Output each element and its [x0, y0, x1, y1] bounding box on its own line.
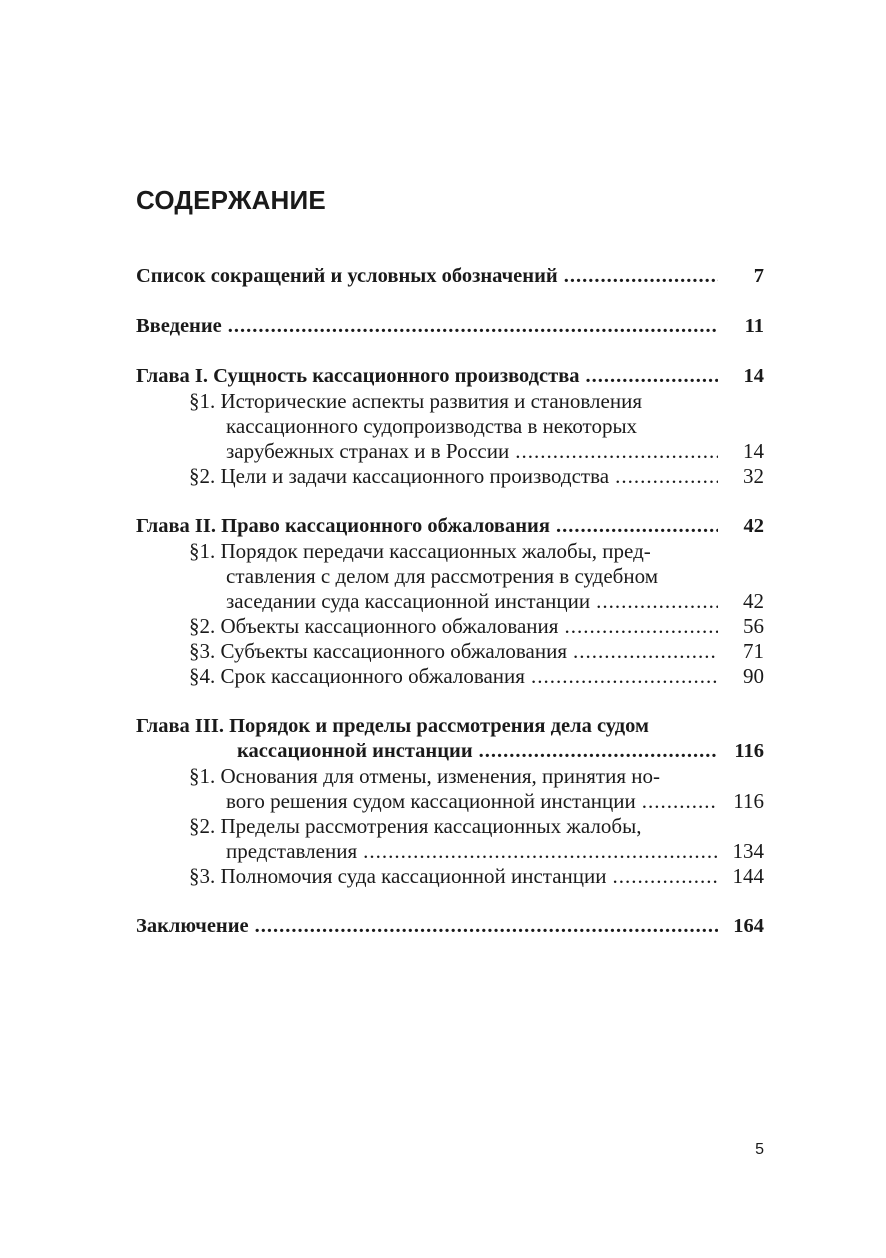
dot-leader: [586, 364, 718, 389]
toc-entry-introduction: [136, 314, 764, 339]
toc-entry-title: заседании суда кассационной инстанции: [226, 589, 591, 613]
toc-entry-title: Заключение: [136, 915, 249, 937]
dot-leader: [556, 514, 718, 539]
toc-chapter-1: [136, 364, 764, 389]
toc-entry-page: 144: [732, 864, 764, 888]
toc-entry-page: 134: [732, 839, 764, 863]
dot-leader: [642, 789, 718, 814]
toc-entry-title: вого решения судом кассационной инстанции: [226, 789, 636, 813]
dot-leader: [573, 639, 718, 664]
toc-entry-title: §4. Срок кассационного обжалования: [189, 664, 525, 688]
toc-entry-page: 164: [733, 915, 764, 937]
toc-section-2-1-line-1: §1. Порядок передачи кассационных жалобы, пред-: [189, 539, 651, 563]
toc-entry-page: 11: [744, 315, 764, 337]
toc-entry-title: §2. Цели и задачи кассационного производства: [189, 464, 610, 488]
toc-entry-page: 7: [753, 265, 764, 287]
toc-entry-title: Список сокращений и условных обозначений: [136, 265, 558, 287]
dot-leader: [564, 614, 718, 639]
toc-section-3-2-line-2: [136, 839, 764, 864]
toc-chapter-3-line-2: [136, 739, 764, 764]
toc-entry-page: 14: [743, 365, 764, 387]
toc-section-3-1-line-1: §1. Основания для отмены, изменения, принятия но-: [189, 764, 660, 788]
toc-section-1-1-line-2: кассационного судопроизводства в некоторых: [226, 414, 638, 438]
toc-entry-abbreviations: [136, 264, 764, 289]
dot-leader: [615, 464, 718, 489]
toc-entry-title: §3. Субъекты кассационного обжалования: [189, 639, 567, 663]
toc-entry-page: 116: [734, 740, 764, 762]
toc-section-3-2-line-1: §2. Пределы рассмотрения кассационных жалобы,: [189, 814, 642, 838]
dot-leader: [613, 864, 718, 889]
toc-section-2-1-line-2: ставления с делом для рассмотрения в судебном: [226, 564, 658, 588]
toc-entry-title: Введение: [136, 315, 222, 337]
toc-section-2-2: [136, 614, 764, 639]
toc-entry-title: §3. Полномочия суда кассационной инстанции: [189, 864, 607, 888]
toc-entry-page: 14: [743, 439, 764, 463]
page-number: 5: [755, 1141, 764, 1158]
toc-entry-conclusion: [136, 914, 764, 939]
toc-entry-page: 90: [743, 664, 764, 688]
toc-entry-title: кассационной инстанции: [237, 740, 473, 762]
dot-leader: [596, 589, 718, 614]
dot-leader: [255, 914, 718, 939]
toc-section-2-4: [136, 664, 764, 689]
toc-entry-page: 116: [733, 789, 764, 813]
toc-section-2-3: [136, 639, 764, 664]
toc-section-3-1-line-2: [136, 789, 764, 814]
toc-entry-title: §2. Объекты кассационного обжалования: [189, 614, 559, 638]
toc-section-1-2: [136, 464, 764, 489]
toc-entry-page: 42: [743, 515, 764, 537]
toc-entry-page: 56: [743, 614, 764, 638]
toc-entry-title: представления: [226, 839, 358, 863]
toc-section-1-1-line-3: [136, 439, 764, 464]
dot-leader: [531, 664, 718, 689]
toc-section-1-1-line-1: §1. Исторические аспекты развития и становления: [189, 389, 642, 413]
dot-leader: [564, 264, 718, 289]
dot-leader: [228, 314, 718, 339]
toc-chapter-3-line-1: Глава III. Порядок и пределы рассмотрения дела судом: [136, 715, 649, 737]
toc-section-2-1-line-3: [136, 589, 764, 614]
page-title: СОДЕРЖАНИЕ: [136, 185, 326, 215]
toc-entry-title: Глава II. Право кассационного обжалования: [136, 515, 550, 537]
toc-entry-title: Глава I. Сущность кассационного производства: [136, 365, 580, 387]
toc-entry-title: зарубежных странах и в России: [226, 439, 510, 463]
dot-leader: [363, 839, 718, 864]
toc-entry-page: 71: [743, 639, 764, 663]
toc-entry-page: 32: [743, 464, 764, 488]
dot-leader: [515, 439, 718, 464]
toc-entry-page: 42: [743, 589, 764, 613]
dot-leader: [479, 739, 718, 764]
toc-chapter-2: [136, 514, 764, 539]
table-of-contents: [136, 264, 764, 939]
toc-section-3-3: [136, 864, 764, 889]
